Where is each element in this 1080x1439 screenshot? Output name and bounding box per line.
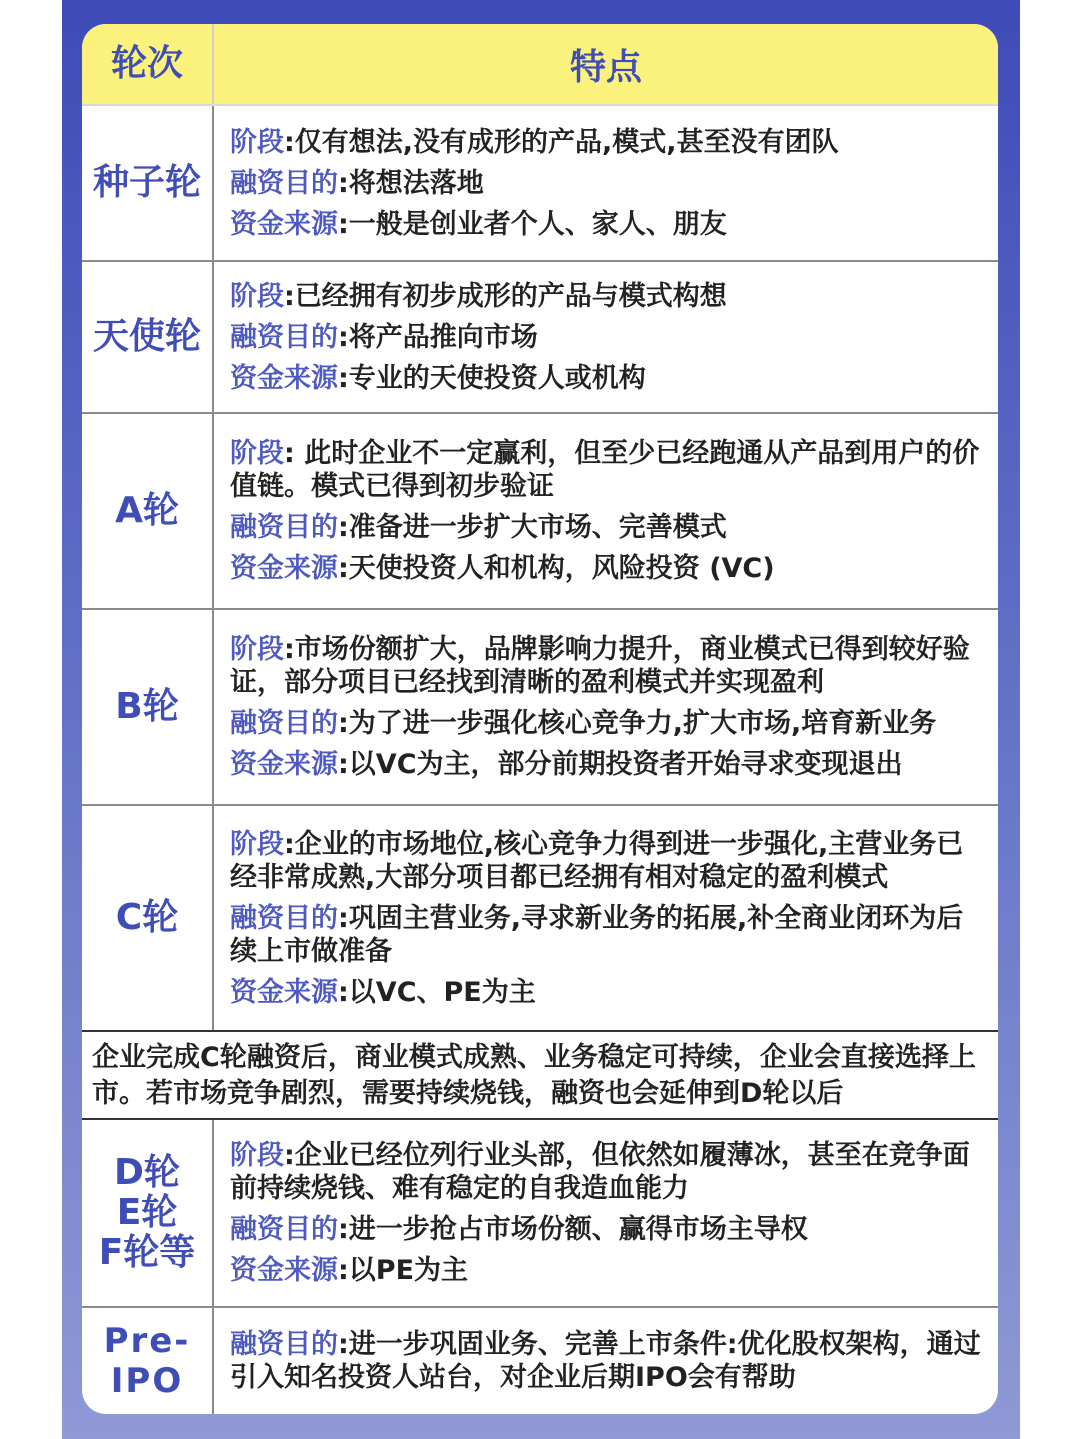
round-name: C轮: [82, 806, 214, 1030]
table-row: [82, 1120, 998, 1308]
table-row: [82, 414, 998, 610]
table-row: [82, 610, 998, 806]
table-row: [82, 1308, 998, 1414]
purpose-line: 融资目的:将想法落地: [230, 167, 484, 199]
source-line: 资金来源:专业的天使投资人或机构: [230, 362, 646, 394]
header-round: 轮次: [82, 24, 214, 104]
table-row: [82, 262, 998, 414]
source-line: 资金来源:以VC为主，部分前期投资者开始寻求变现退出: [230, 749, 903, 780]
round-name: D轮 E轮 F轮等: [82, 1120, 214, 1306]
stage-line: 阶段:企业的市场地位,核心竞争力得到进一步强化,主营业务已经非常成熟,大部分项目都已经拥有相对稳定的盈利模式: [230, 828, 964, 893]
table-row: [82, 106, 998, 262]
stage-line: 阶段:市场份额扩大，品牌影响力提升，商业模式已得到较好验证，部分项目已经找到清晰的盈利模式并实现盈利: [230, 634, 970, 698]
round-name: 种子轮: [82, 106, 214, 260]
round-name: A轮: [82, 414, 214, 608]
stage-line: 阶段:已经拥有初步成形的产品与模式构想: [230, 280, 727, 312]
c-round-note: 企业完成C轮融资后，商业模式成熟、业务稳定可持续，企业会直接选择上市。若市场竞争剧烈，需要持续烧钱，融资也会延伸到D轮以后: [82, 1030, 998, 1120]
source-line: 资金来源:以VC、PE为主: [230, 976, 536, 1008]
funding-rounds-table: [82, 24, 998, 1414]
purpose-line: 融资目的:将产品推向市场: [230, 321, 538, 353]
purpose-line: 融资目的:进一步巩固业务、完善上市条件:优化股权架构，通过引入知名投资人站台，对企业后期IPO会有帮助: [230, 1329, 981, 1393]
table-row: [82, 806, 998, 1030]
source-line: 资金来源:一般是创业者个人、家人、朋友: [230, 208, 727, 240]
round-name: Pre- IPO: [82, 1308, 214, 1414]
stage-line: 阶段:仅有想法,没有成形的产品,模式,甚至没有团队: [230, 126, 839, 158]
purpose-line: 融资目的:巩固主营业务,寻求新业务的拓展,补全商业闭环为后续上市做准备: [230, 902, 964, 967]
purpose-line: 融资目的:为了进一步强化核心竞争力,扩大市场,培育新业务: [230, 708, 937, 739]
round-name: 天使轮: [82, 262, 214, 412]
source-line: 资金来源:以PE为主: [230, 1255, 469, 1286]
header-features: 特点: [569, 46, 642, 88]
table-header: [82, 24, 998, 106]
purpose-line: 融资目的:准备进一步扩大市场、完善模式: [230, 512, 727, 543]
source-line: 资金来源:天使投资人和机构，风险投资 (VC): [230, 553, 775, 584]
stage-line: 阶段: 此时企业不一定赢利，但至少已经跑通从产品到用户的价值链。模式已得到初步验证: [230, 438, 980, 502]
round-name: B轮: [82, 610, 214, 804]
purpose-line: 融资目的:进一步抢占市场份额、赢得市场主导权: [230, 1214, 808, 1245]
stage-line: 阶段:企业已经位列行业头部，但依然如履薄冰，甚至在竞争面前持续烧钱、难有稳定的自我造血能力: [230, 1140, 970, 1204]
